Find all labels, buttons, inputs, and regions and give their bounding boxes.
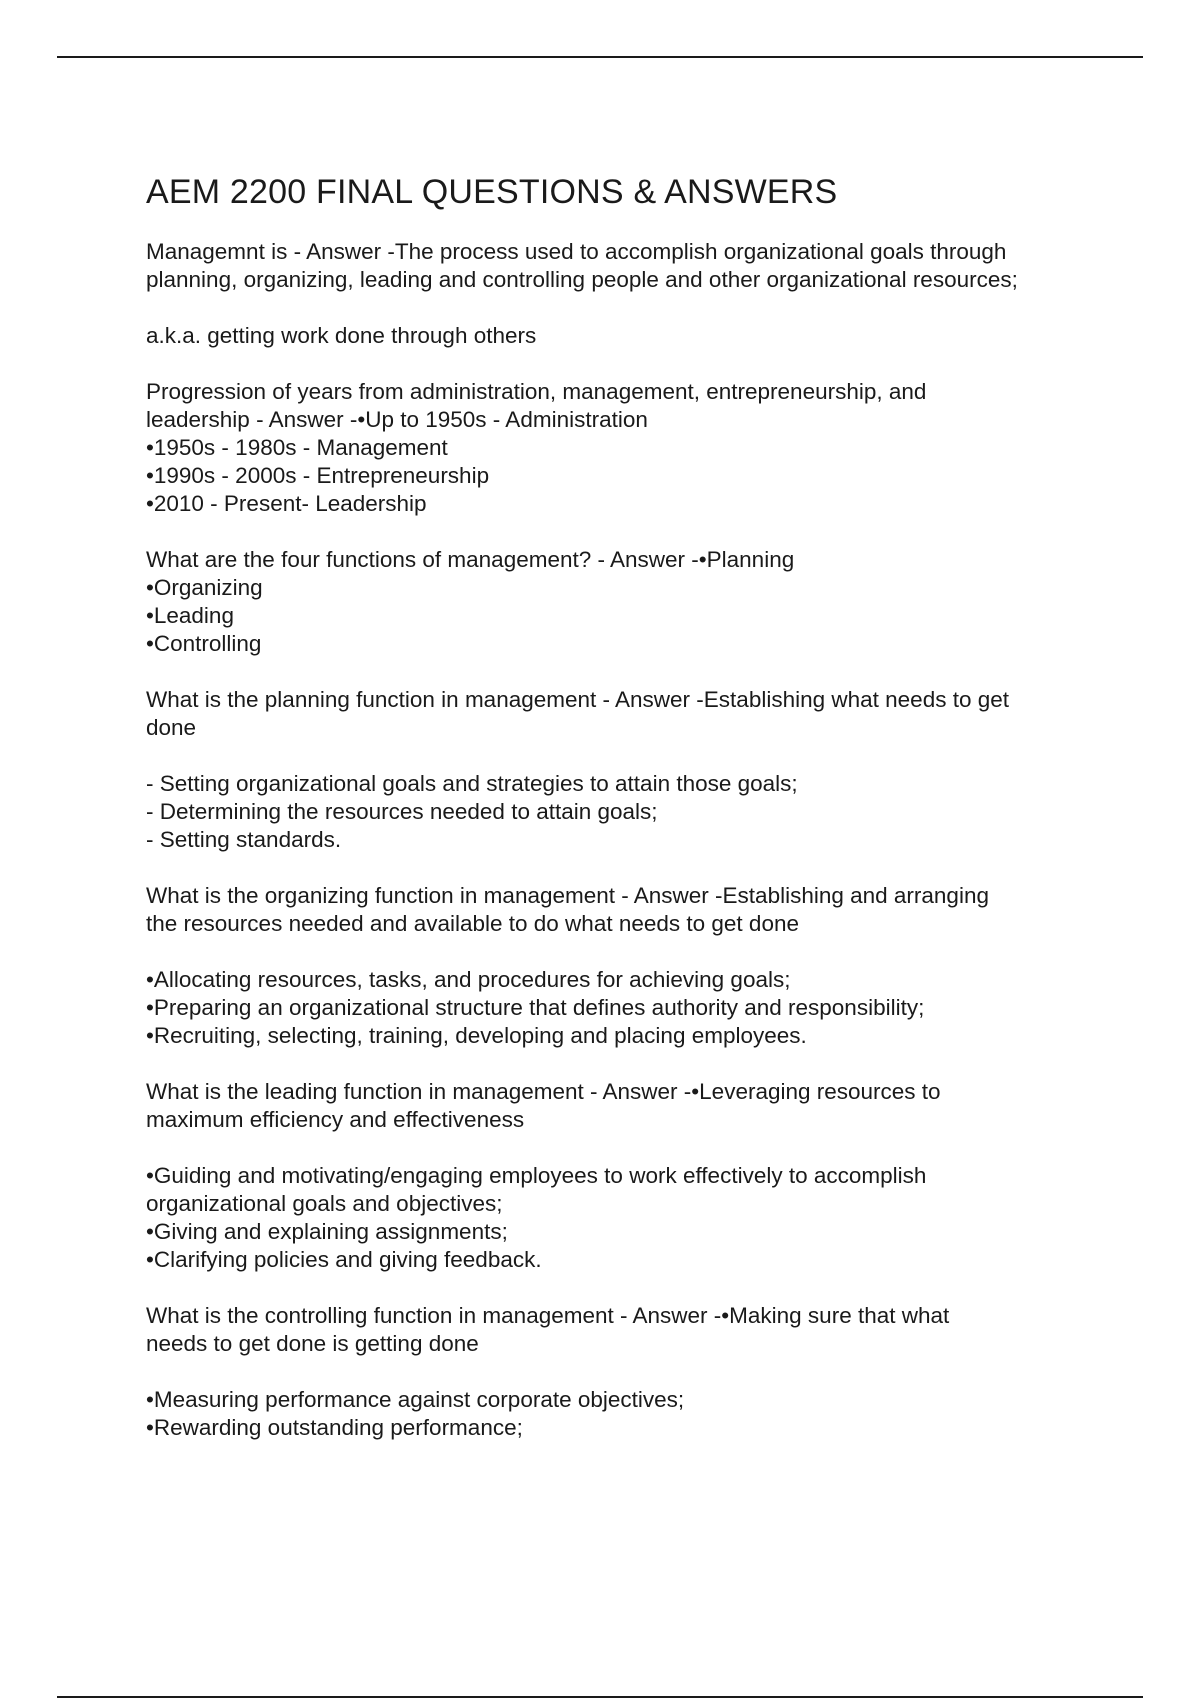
bottom-rule xyxy=(57,1696,1143,1698)
paragraph-progression xyxy=(146,378,1106,518)
text-line: •Measuring performance against corporate objectives; xyxy=(146,1387,685,1412)
paragraph-four-functions xyxy=(146,546,1106,658)
text-line: What is the organizing function in management - Answer -Establishing and arranging xyxy=(146,883,989,908)
text-line: •Giving and explaining assignments; xyxy=(146,1219,508,1244)
text-line: •Allocating resources, tasks, and procedures for achieving goals; xyxy=(146,967,791,992)
paragraph-organizing-details xyxy=(146,966,1106,1050)
text-line: What is the leading function in management - Answer -•Leveraging resources to xyxy=(146,1079,941,1104)
text-line: organizational goals and objectives; xyxy=(146,1191,503,1216)
text-line: •Rewarding outstanding performance; xyxy=(146,1415,523,1440)
text-line: •Organizing xyxy=(146,575,263,600)
paragraph-controlling-details xyxy=(146,1386,1106,1442)
text-line: What is the controlling function in management - Answer -•Making sure that what xyxy=(146,1303,950,1328)
text-line: •Clarifying policies and giving feedback. xyxy=(146,1247,542,1272)
text-line: planning, organizing, leading and controlling people and other organizational resources; xyxy=(146,267,1018,292)
paragraph-management-definition xyxy=(146,238,1106,294)
text-line: •Leading xyxy=(146,603,234,628)
text-line: maximum efficiency and effectiveness xyxy=(146,1107,525,1132)
text-line: What is the planning function in management - Answer -Establishing what needs to get xyxy=(146,687,1009,712)
text-line: •Controlling xyxy=(146,631,262,656)
paragraph-aka xyxy=(146,322,1106,350)
text-line: done xyxy=(146,715,197,740)
document-body xyxy=(146,170,1106,1470)
paragraph-leading-question xyxy=(146,1078,1106,1134)
text-line: •1990s - 2000s - Entrepreneurship xyxy=(146,463,490,488)
text-line: •1950s - 1980s - Management xyxy=(146,435,448,460)
text-line: What are the four functions of management? - Answer -•Planning xyxy=(146,547,795,572)
text-line: •Recruiting, selecting, training, developing and placing employees. xyxy=(146,1023,807,1048)
text-line: a.k.a. getting work done through others xyxy=(146,323,537,348)
document-title: AEM 2200 FINAL QUESTIONS & ANSWERS xyxy=(146,173,838,211)
text-line: - Determining the resources needed to attain goals; xyxy=(146,799,658,824)
top-rule xyxy=(57,56,1143,58)
paragraph-organizing-question xyxy=(146,882,1106,938)
paragraph-planning-details xyxy=(146,770,1106,854)
text-line: - Setting organizational goals and strategies to attain those goals; xyxy=(146,771,798,796)
paragraph-controlling-question xyxy=(146,1302,1106,1358)
text-line: •Guiding and motivating/engaging employees to work effectively to accomplish xyxy=(146,1163,927,1188)
text-line: needs to get done is getting done xyxy=(146,1331,479,1356)
text-line: - Setting standards. xyxy=(146,827,342,852)
text-line: the resources needed and available to do what needs to get done xyxy=(146,911,799,936)
text-line: •Preparing an organizational structure that defines authority and responsibility; xyxy=(146,995,925,1020)
text-line: Progression of years from administration, management, entrepreneurship, and xyxy=(146,379,927,404)
text-line: •2010 - Present- Leadership xyxy=(146,491,427,516)
text-line: leadership - Answer -•Up to 1950s - Administration xyxy=(146,407,648,432)
text-line: Managemnt is - Answer -The process used to accomplish organizational goals through xyxy=(146,239,1007,264)
paragraph-planning-question xyxy=(146,686,1106,742)
paragraph-leading-details xyxy=(146,1162,1106,1274)
